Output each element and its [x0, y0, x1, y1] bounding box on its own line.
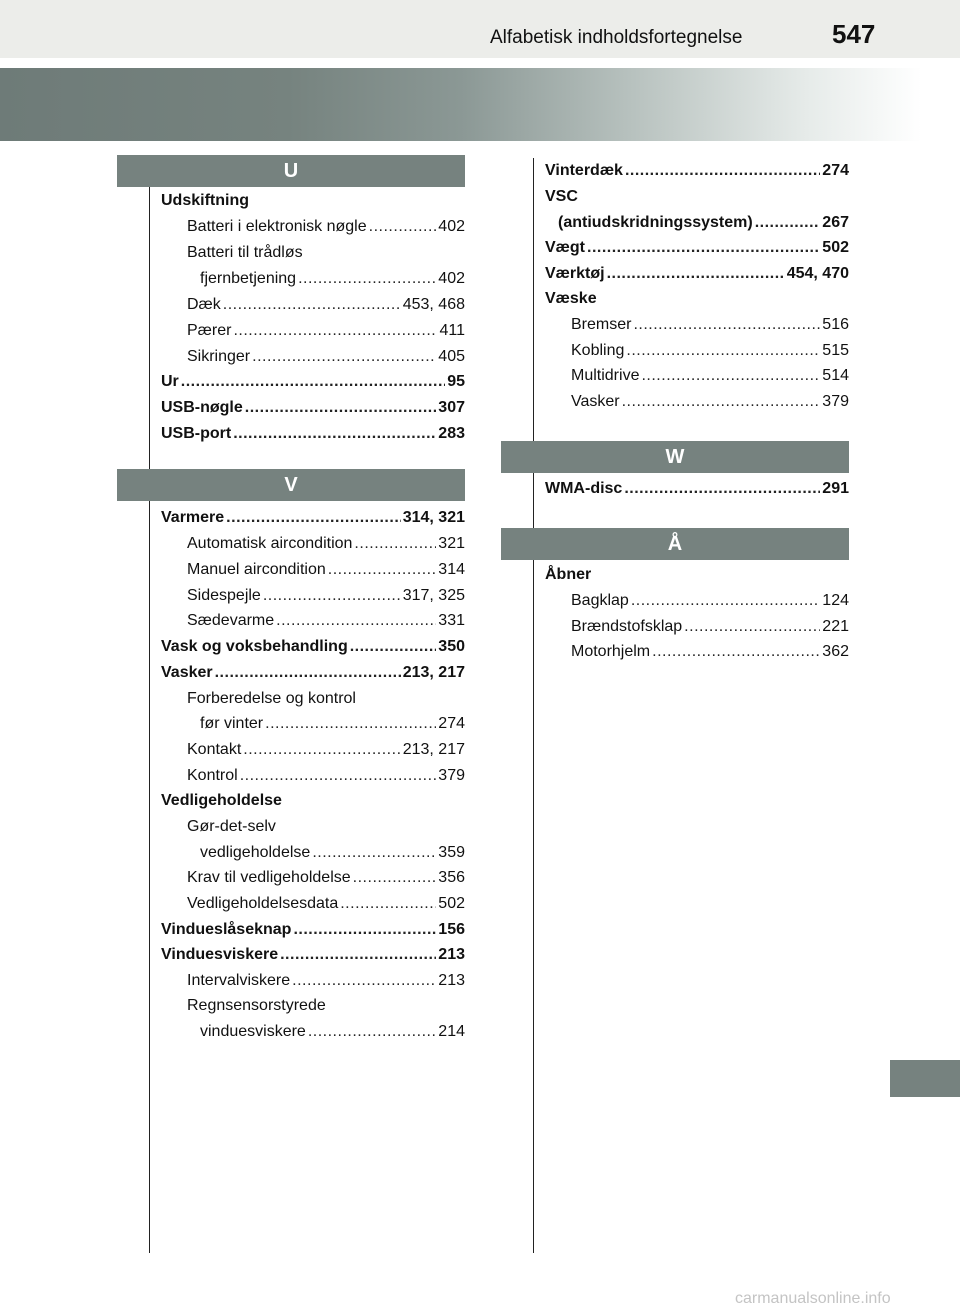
page-ref: 213, 217 — [402, 741, 465, 758]
page-ref: 516 — [822, 316, 849, 333]
dot-leader — [652, 639, 820, 665]
dot-leader — [298, 266, 436, 292]
page-ref: 156 — [438, 921, 465, 938]
section-header-u: U — [117, 155, 465, 187]
dot-leader — [233, 421, 436, 447]
page-ref: 362 — [822, 643, 849, 660]
page-ref: 95 — [447, 373, 465, 390]
page-ref: 321 — [438, 535, 465, 552]
dot-leader — [625, 158, 820, 184]
index-entry: Ur ..... 95 — [161, 369, 465, 395]
dot-leader — [340, 891, 436, 917]
index-subentry: Vedligeholdelsesdata ..... 502 — [187, 891, 465, 917]
page-ref: 331 — [438, 612, 465, 629]
index-entry: WMA-disc ..... 291 — [545, 476, 849, 502]
dot-leader — [263, 583, 401, 609]
dot-leader — [276, 608, 436, 634]
index-entry: Vægt ..... 502 — [545, 235, 849, 261]
dot-leader — [626, 338, 820, 364]
index-subentry: Motorhjelm ..... 362 — [571, 639, 849, 665]
page-number: 547 — [832, 19, 876, 49]
page-ref: 411 — [439, 322, 465, 339]
index-subentry: Automatisk aircondition ..... 321 — [187, 531, 465, 557]
page-ref: 314 — [438, 561, 465, 578]
dot-leader — [369, 214, 437, 240]
dot-leader — [233, 318, 437, 344]
page-ref: 274 — [438, 715, 465, 732]
index-subentry: Kontakt ..... 213, 217 — [187, 737, 465, 763]
index-subentry: vinduesviskere ..... 214 — [200, 1019, 465, 1045]
page-ref: 213, 217 — [402, 664, 465, 681]
index-subentry: Krav til vedligeholdelse ..... 356 — [187, 865, 465, 891]
dot-leader — [292, 968, 436, 994]
page-ref: 350 — [438, 638, 465, 655]
page-ref: 356 — [438, 869, 465, 886]
index-subentry: Batteri i elektronisk nøgle ..... 402 — [187, 214, 465, 240]
index-subentry: Forberedelse og kontrol — [187, 690, 356, 707]
index-subentry: Sikringer ..... 405 — [187, 344, 465, 370]
index-entry: USB-port ..... 283 — [161, 421, 465, 447]
left-column-rule — [149, 186, 150, 1253]
dot-leader — [308, 1019, 436, 1045]
header-strip — [0, 0, 960, 58]
page-ref: 515 — [822, 342, 849, 359]
page-ref: 274 — [822, 162, 849, 179]
page-ref: 402 — [438, 218, 465, 235]
index-entry: Åbner — [545, 566, 592, 583]
page-ref: 307 — [438, 399, 465, 416]
index-entry: Vedligeholdelse — [161, 792, 282, 809]
page-ref: 213 — [438, 972, 465, 989]
dot-leader — [245, 395, 437, 421]
right-column-rule — [533, 158, 534, 1253]
index-subentry: Multidrive ..... 514 — [571, 363, 849, 389]
index-entry: Vindueslåseknap ..... 156 — [161, 917, 465, 943]
dot-leader — [181, 369, 445, 395]
dot-leader — [641, 363, 820, 389]
page-ref: 213 — [438, 946, 465, 963]
page-ref: 291 — [822, 480, 849, 497]
section-header-w: W — [501, 441, 849, 473]
page-ref: 379 — [438, 767, 465, 784]
page-ref: 124 — [822, 592, 849, 609]
page-ref: 453, 468 — [402, 296, 465, 313]
dot-leader — [353, 865, 437, 891]
index-subentry: Intervalviskere ..... 213 — [187, 968, 465, 994]
dot-leader — [252, 344, 436, 370]
dot-leader — [243, 737, 400, 763]
section-header-aa: Å — [501, 528, 849, 560]
page-ref: 514 — [822, 367, 849, 384]
decorative-banner — [0, 68, 960, 141]
index-entry: USB-nøgle ..... 307 — [161, 395, 465, 421]
chapter-thumb-tab — [890, 1060, 960, 1097]
dot-leader — [280, 942, 436, 968]
dot-leader — [684, 614, 820, 640]
dot-leader — [631, 588, 820, 614]
dot-leader — [265, 711, 436, 737]
page-ref: 502 — [822, 239, 849, 256]
page-ref: 405 — [438, 348, 465, 365]
dot-leader — [350, 634, 437, 660]
index-subentry: Sidespejle ..... 317, 325 — [187, 583, 465, 609]
dot-leader — [312, 840, 436, 866]
index-entry: Vasker ..... 213, 217 — [161, 660, 465, 686]
dot-leader — [240, 763, 437, 789]
dot-leader — [223, 292, 401, 318]
page-title: Alfabetisk indholdsfortegnelse — [490, 27, 743, 48]
index-subentry: Bagklap ..... 124 — [571, 588, 849, 614]
index-entry: Udskiftning — [161, 192, 249, 209]
index-subentry: vedligeholdelse ..... 359 — [200, 840, 465, 866]
index-entry: VSC — [545, 188, 578, 205]
dot-leader — [293, 917, 436, 943]
page-ref: 267 — [822, 214, 849, 231]
page-ref: 454, 470 — [786, 265, 849, 282]
dot-leader — [354, 531, 436, 557]
page-ref: 283 — [438, 425, 465, 442]
index-entry-continued: (antiudskridningssystem) ..... 267 — [558, 210, 849, 236]
page-ref: 314, 321 — [402, 509, 465, 526]
dot-leader — [624, 476, 820, 502]
page-ref: 214 — [438, 1023, 465, 1040]
index-subentry: Manuel aircondition ..... 314 — [187, 557, 465, 583]
index-entry: Varmere ..... 314, 321 — [161, 505, 465, 531]
page-ref: 402 — [438, 270, 465, 287]
page-ref: 221 — [822, 618, 849, 635]
index-subentry: fjernbetjening ..... 402 — [200, 266, 465, 292]
index-entry: Væske — [545, 290, 597, 307]
page-ref: 359 — [438, 844, 465, 861]
index-entry: Vinterdæk ..... 274 — [545, 158, 849, 184]
index-entry: Værktøj ..... 454, 470 — [545, 261, 849, 287]
dot-leader — [226, 505, 401, 531]
dot-leader — [755, 210, 821, 236]
watermark-text: carmanualsonline.info — [735, 1290, 891, 1307]
index-subentry: Regnsensorstyrede — [187, 997, 326, 1014]
dot-leader — [328, 557, 437, 583]
index-subentry: Kobling ..... 515 — [571, 338, 849, 364]
index-subentry: Pærer ..... 411 — [187, 318, 465, 344]
index-subentry: Dæk ..... 453, 468 — [187, 292, 465, 318]
index-subentry: Bremser ..... 516 — [571, 312, 849, 338]
page-ref: 317, 325 — [402, 587, 465, 604]
index-subentry: Gør-det-selv — [187, 818, 276, 835]
dot-leader — [587, 235, 820, 261]
dot-leader — [215, 660, 401, 686]
index-subentry: Vasker ..... 379 — [571, 389, 849, 415]
index-subentry: Kontrol ..... 379 — [187, 763, 465, 789]
page-ref: 379 — [822, 393, 849, 410]
dot-leader — [607, 261, 785, 287]
dot-leader — [633, 312, 820, 338]
index-entry: Vinduesviskere ..... 213 — [161, 942, 465, 968]
index-entry: Vask og voksbehandling ..... 350 — [161, 634, 465, 660]
index-subentry: Brændstofsklap ..... 221 — [571, 614, 849, 640]
page-ref: 502 — [438, 895, 465, 912]
section-header-v: V — [117, 469, 465, 501]
index-subentry: Sædevarme ..... 331 — [187, 608, 465, 634]
index-subentry: Batteri til trådløs — [187, 244, 303, 261]
index-subentry: før vinter ..... 274 — [200, 711, 465, 737]
dot-leader — [622, 389, 821, 415]
